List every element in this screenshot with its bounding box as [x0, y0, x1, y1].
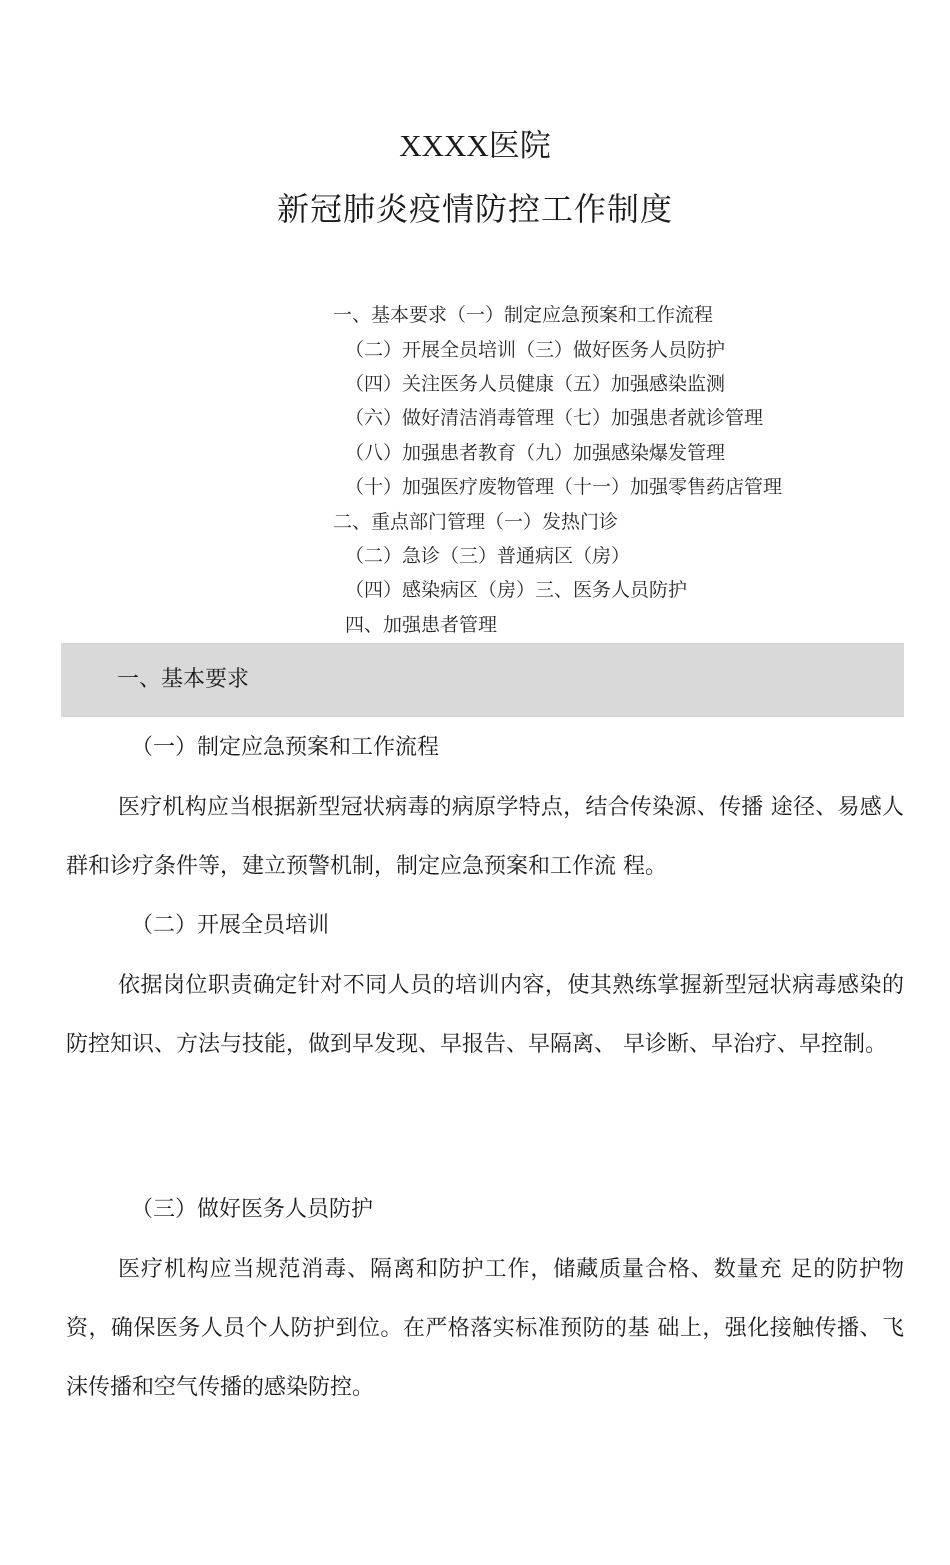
- toc-item: （二）急诊（三）普通病区（房）: [345, 545, 631, 567]
- hospital-name: XXXX医院: [399, 128, 551, 163]
- subsection-heading: （一）制定应急预案和工作流程: [131, 735, 440, 760]
- toc-item: 一、基本要求（一）制定应急预案和工作流程: [333, 304, 714, 326]
- toc-item: （四）关注医务人员健康（五）加强感染监测: [345, 373, 726, 395]
- toc-item: 四、加强患者管理: [345, 614, 498, 636]
- toc-item: （六）做好清洁消毒管理（七）加强患者就诊管理: [345, 407, 764, 429]
- paragraph: 医疗机构应当根据新型冠状病毒的病原学特点，结合传染源、传播 途径、易感人群和诊疗条件等，建立预警机制，制定应急预案和工作流 程。: [66, 795, 904, 879]
- toc-item: （四）感染病区（房）三、医务人员防护: [345, 579, 688, 601]
- toc-item: （二）开展全员培训（三）做好医务人员防护: [345, 339, 726, 361]
- paragraph: 医疗机构应当规范消毒、隔离和防护工作，储藏质量合格、数量充 足的防护物资，确保医务人员个人防护到位。在严格落实标准预防的基 础上，强化接触传播、飞沫传播和空气传播的感染防控。: [66, 1257, 904, 1400]
- toc-item: （十）加强医疗废物管理（十一）加强零售药店管理: [345, 476, 783, 498]
- subsection-heading: （二）开展全员培训: [131, 913, 330, 938]
- section-heading-band: [61, 643, 904, 717]
- subsection-heading: （三）做好医务人员防护: [131, 1197, 374, 1222]
- paragraph: 依据岗位职责确定针对不同人员的培训内容，使其熟练掌握新型冠状病毒感染的防控知识、方法与技能，做到早发现、早报告、早隔离、 早诊断、早治疗、早控制。: [66, 973, 904, 1057]
- toc-item: （八）加强患者教育（九）加强感染爆发管理: [345, 442, 726, 464]
- document-title: 新冠肺炎疫情防控工作制度: [276, 190, 673, 228]
- section-heading: 一、基本要求: [117, 667, 250, 692]
- toc-item: 二、重点部门管理（一）发热门诊: [333, 511, 619, 533]
